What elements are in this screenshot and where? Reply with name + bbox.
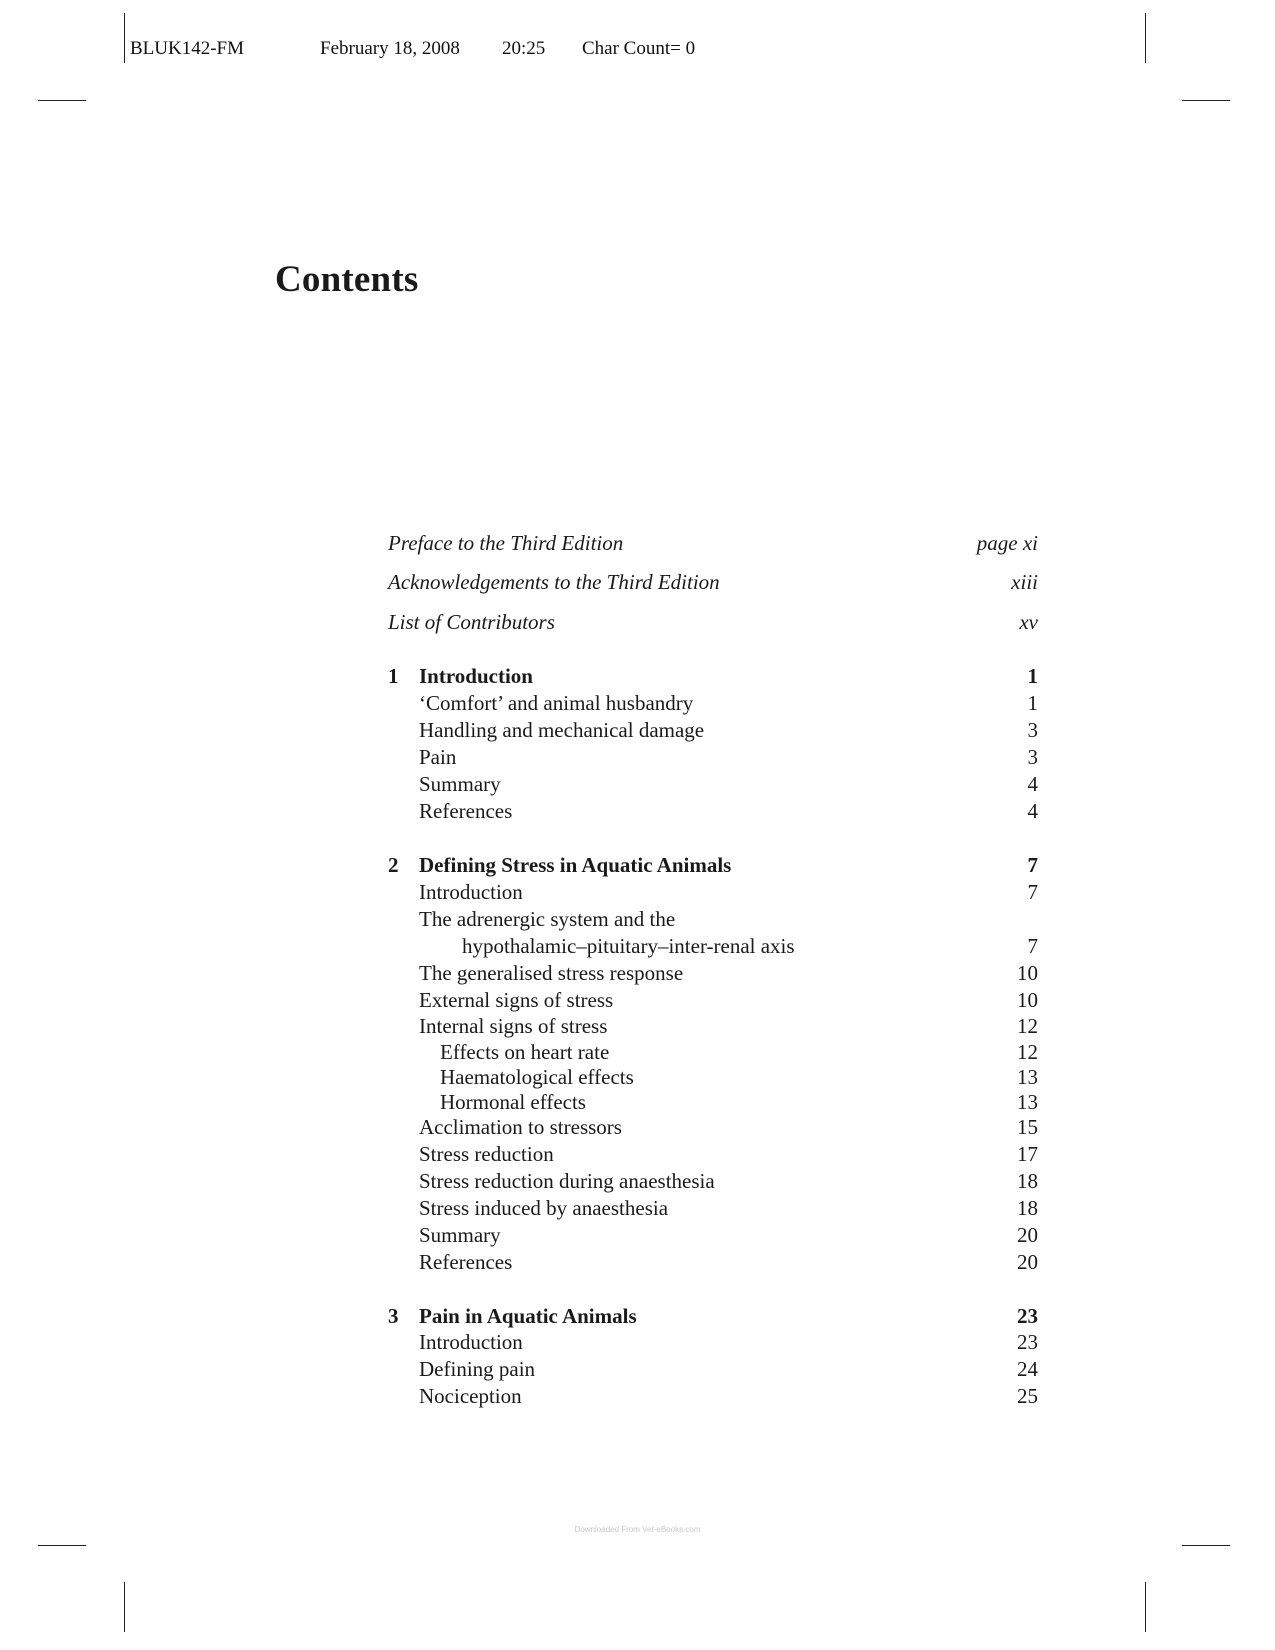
toc-entry-page: 1 [1027, 691, 1038, 715]
toc-entry-label: Introduction [419, 880, 523, 904]
toc-entry-page: xv [1019, 610, 1038, 634]
toc-section-entry[interactable] [388, 1141, 1038, 1167]
toc-subsection-entry[interactable] [388, 1089, 1038, 1115]
chapter-title: Defining Stress in Aquatic Animals [419, 853, 732, 877]
toc-section-entry[interactable] [388, 1168, 1038, 1194]
toc-section-entry[interactable] [388, 744, 1038, 770]
toc-entry-label: hypothalamic–pituitary–inter-renal axis [462, 934, 795, 958]
toc-entry-page: 13 [1017, 1090, 1038, 1114]
toc-section-entry[interactable] [388, 1222, 1038, 1248]
toc-entry-page: 4 [1027, 772, 1038, 796]
crop-mark [38, 100, 86, 101]
toc-entry-label: Haematological effects [440, 1065, 634, 1089]
toc-entry-page: 10 [1017, 988, 1038, 1012]
toc-entry-label: Defining pain [419, 1357, 536, 1381]
crop-mark [1145, 1582, 1146, 1632]
toc-entry-label: Stress induced by anaesthesia [419, 1196, 669, 1220]
toc-entry-label: Pain [419, 745, 457, 769]
toc-entry-page: 4 [1027, 799, 1038, 823]
toc-section-entry[interactable] [388, 1195, 1038, 1221]
toc-entry-label: Introduction [419, 1330, 523, 1354]
toc-entry-page: 15 [1017, 1115, 1038, 1139]
print-slug-header [130, 38, 695, 60]
toc-entry-label: Handling and mechanical damage [419, 718, 705, 742]
toc-entry-label: Effects on heart rate [440, 1040, 610, 1064]
chapter-number: 2 [388, 853, 399, 877]
crop-mark [1145, 13, 1146, 63]
print-date: February 18, 2008 [320, 38, 460, 59]
toc-section-entry[interactable] [388, 798, 1038, 824]
download-watermark: Downloaded From Vet-eBooks.com [574, 1525, 701, 1534]
toc-entry-page: 18 [1017, 1196, 1038, 1220]
toc-entry-page: 17 [1017, 1142, 1038, 1166]
crop-mark [124, 13, 125, 63]
toc-section-entry[interactable] [388, 1013, 1038, 1039]
toc-entry-page: 20 [1017, 1223, 1038, 1247]
toc-entry-label: ‘Comfort’ and animal husbandry [419, 691, 694, 715]
toc-entry-page: 20 [1017, 1250, 1038, 1274]
toc-front-matter-entry[interactable] [388, 609, 1038, 635]
toc-section-entry[interactable] [388, 1329, 1038, 1355]
toc-section-entry[interactable] [388, 906, 1038, 932]
toc-section-entry[interactable] [388, 987, 1038, 1013]
toc-section-entry[interactable] [388, 1114, 1038, 1140]
toc-entry-label: The adrenergic system and the [419, 907, 676, 931]
toc-section-entry[interactable] [388, 1356, 1038, 1382]
toc-front-matter-entry[interactable] [388, 530, 1038, 556]
toc-entry-page: 12 [1017, 1040, 1038, 1064]
toc-chapter-heading[interactable] [388, 1303, 1038, 1329]
toc-entry-label: Summary [419, 1223, 501, 1247]
toc-section-entry[interactable] [388, 879, 1038, 905]
crop-mark [124, 1582, 125, 1632]
toc-entry-page: 24 [1017, 1357, 1038, 1381]
toc-entry-page: 7 [1027, 880, 1038, 904]
chapter-page: 1 [1027, 664, 1038, 688]
toc-entry-label: Hormonal effects [440, 1090, 586, 1114]
toc-entry-label: Preface to the Third Edition [388, 531, 624, 555]
toc-entry-page: page xi [976, 531, 1038, 555]
page-title: Contents [275, 259, 419, 300]
toc-entry-page: 13 [1017, 1065, 1038, 1089]
toc-entry-page: 23 [1017, 1330, 1038, 1354]
chapter-number: 1 [388, 664, 399, 688]
toc-entry-page: 10 [1017, 961, 1038, 985]
toc-entry-label: References [419, 799, 513, 823]
toc-section-entry[interactable] [388, 1383, 1038, 1409]
toc-section-entry[interactable] [388, 1249, 1038, 1275]
toc-entry-label: Nociception [419, 1384, 522, 1408]
chapter-title: Introduction [419, 664, 533, 688]
document-code: BLUK142-FM [130, 38, 245, 59]
toc-section-entry[interactable] [388, 771, 1038, 797]
toc-entry-page: 7 [1027, 934, 1038, 958]
chapter-page: 7 [1027, 853, 1038, 877]
toc-front-matter-entry[interactable] [388, 569, 1038, 595]
toc-entry-page: 12 [1017, 1014, 1038, 1038]
toc-subsection-entry[interactable] [388, 1064, 1038, 1090]
toc-entry-label: Internal signs of stress [419, 1014, 608, 1038]
toc-subsection-entry[interactable] [388, 1039, 1038, 1065]
toc-entry-label: Stress reduction during anaesthesia [419, 1169, 715, 1193]
toc-entry-label: Stress reduction [419, 1142, 554, 1166]
toc-entry-page: 3 [1027, 745, 1038, 769]
toc-entry-label: Acknowledgements to the Third Edition [388, 570, 720, 594]
toc-section-entry[interactable] [388, 960, 1038, 986]
chapter-page: 23 [1017, 1304, 1038, 1328]
toc-entry-label: Summary [419, 772, 501, 796]
chapter-number: 3 [388, 1304, 399, 1328]
print-time: 20:25 [502, 38, 546, 59]
toc-entry-label: Acclimation to stressors [419, 1115, 622, 1139]
toc-entry-page: xiii [1011, 570, 1038, 594]
toc-entry-label: References [419, 1250, 513, 1274]
crop-mark [1182, 1545, 1230, 1546]
toc-section-entry[interactable] [388, 690, 1038, 716]
toc-entry-label: External signs of stress [419, 988, 614, 1012]
toc-section-entry[interactable] [388, 717, 1038, 743]
toc-entry-page: 18 [1017, 1169, 1038, 1193]
toc-entry-page: 25 [1017, 1384, 1038, 1408]
toc-entry-label: List of Contributors [388, 610, 555, 634]
crop-mark [1182, 100, 1230, 101]
toc-chapter-heading[interactable] [388, 852, 1038, 878]
toc-section-entry[interactable] [388, 933, 1038, 959]
char-count: Char Count= 0 [582, 38, 696, 59]
crop-mark [38, 1545, 86, 1546]
toc-entry-page: 3 [1027, 718, 1038, 742]
toc-chapter-heading[interactable] [388, 663, 1038, 689]
toc-entry-label: The generalised stress response [419, 961, 684, 985]
chapter-title: Pain in Aquatic Animals [419, 1304, 637, 1328]
